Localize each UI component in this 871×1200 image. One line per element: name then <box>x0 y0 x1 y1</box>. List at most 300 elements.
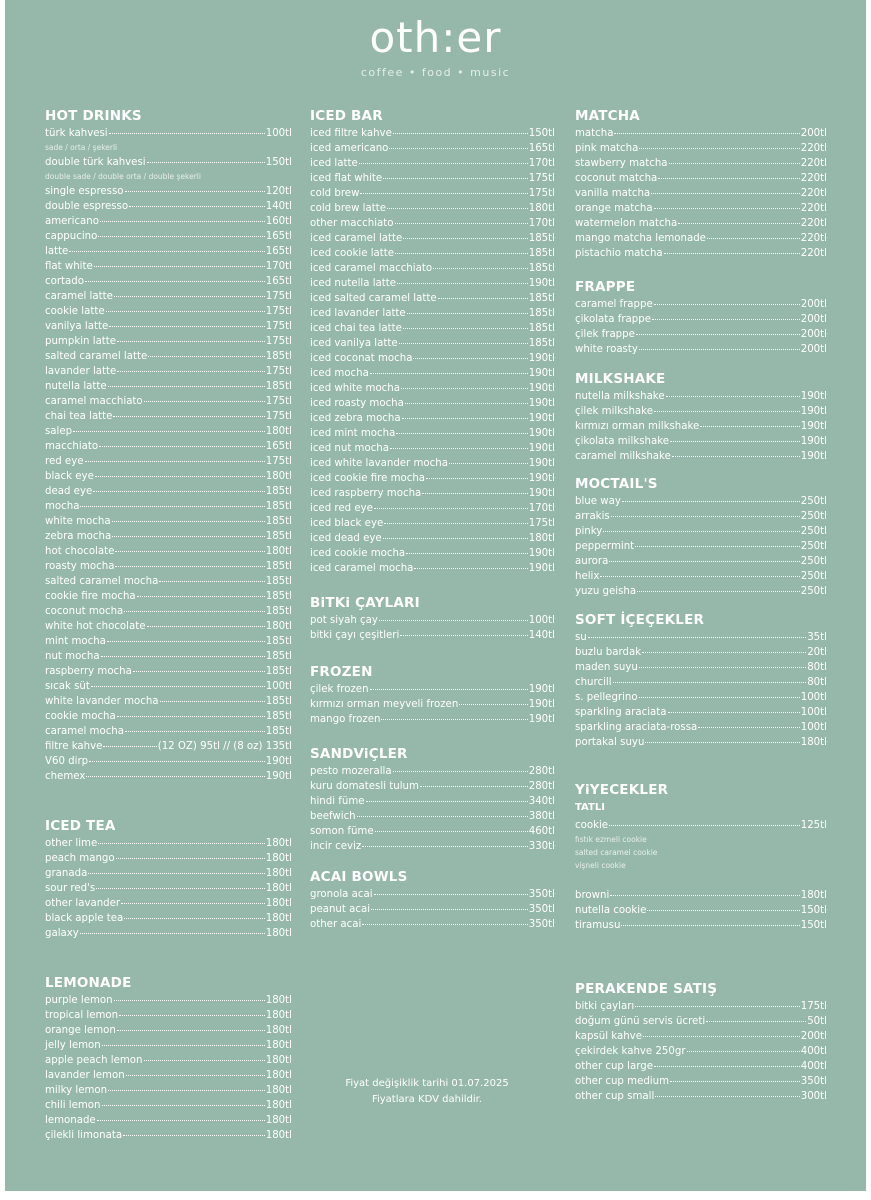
dot-leader <box>95 475 265 477</box>
item-name: other cup small <box>575 1091 655 1102</box>
item-name: watermelon matcha <box>575 218 678 229</box>
section-matcha <box>575 106 827 261</box>
dot-leader <box>109 325 264 327</box>
item-name: beefwich <box>310 811 356 822</box>
item-name: iced caramel mocha <box>310 563 414 574</box>
menu-item <box>575 1074 827 1089</box>
section-title: MILKSHAKE <box>575 371 666 387</box>
dot-leader <box>678 222 799 224</box>
dot-leader <box>670 1080 800 1082</box>
dot-leader <box>91 685 265 687</box>
dot-leader <box>635 1005 799 1007</box>
item-name: cookie latte <box>45 306 105 317</box>
item-price: 350tl <box>528 904 555 915</box>
menu-item <box>45 1098 292 1113</box>
dot-leader <box>613 681 807 683</box>
menu-item <box>310 794 555 809</box>
dot-leader <box>117 715 265 717</box>
dot-leader <box>639 348 800 350</box>
item-name: gronola acai <box>310 889 373 900</box>
item-name: nut mocha <box>45 651 100 662</box>
dot-leader <box>588 636 806 638</box>
dot-leader <box>405 402 528 404</box>
menu-item <box>45 1068 292 1083</box>
item-price: 180tl <box>265 471 292 482</box>
menu-item <box>45 634 292 649</box>
menu-item <box>310 561 555 576</box>
dot-leader <box>117 1029 265 1031</box>
item-price: 80tl <box>807 677 827 688</box>
item-price: 140tl <box>528 630 555 641</box>
menu-item <box>45 619 292 634</box>
menu-item <box>45 709 292 724</box>
menu-item <box>310 411 555 426</box>
menu-item <box>575 312 827 327</box>
section-title: ICED TEA <box>45 818 116 834</box>
menu-item <box>575 201 827 216</box>
dot-leader <box>379 619 528 621</box>
menu-item <box>575 720 827 735</box>
item-price: 170tl <box>528 218 555 229</box>
menu-item <box>310 261 555 276</box>
menu-item <box>45 664 292 679</box>
menu-item <box>310 321 555 336</box>
dot-leader <box>413 357 527 359</box>
dot-leader <box>400 634 527 636</box>
item-price: 180tl <box>265 913 292 924</box>
item-price: 180tl <box>265 995 292 1006</box>
item-name: orange lemon <box>45 1025 116 1036</box>
menu-item <box>575 705 827 720</box>
cookie-variant: fıstık ezmeli cookie <box>575 835 647 844</box>
menu-item <box>45 514 292 529</box>
item-price: 400tl <box>800 1046 827 1057</box>
menu-item <box>575 1089 827 1104</box>
dot-leader <box>85 280 265 282</box>
item-name: cookie mocha <box>45 711 116 722</box>
item-name: salted caramel mocha <box>45 576 159 587</box>
menu-item <box>310 531 555 546</box>
menu-item <box>45 1083 292 1098</box>
menu-item <box>575 735 827 750</box>
section-frozen <box>310 662 555 727</box>
section-title: MOCTAIL'S <box>575 476 658 492</box>
menu-item <box>45 769 292 784</box>
item-name: doğum günü servis ücreti <box>575 1016 706 1027</box>
item-name: coconut mocha <box>45 606 124 617</box>
dot-leader <box>639 696 800 698</box>
item-name: sour red's <box>45 883 96 894</box>
menu-item <box>45 649 292 664</box>
item-name: iced flat white <box>310 173 383 184</box>
dot-leader <box>124 917 264 919</box>
menu-item <box>45 409 292 424</box>
cookie-variant: salted caramel cookie <box>575 848 658 857</box>
item-price: 220tl <box>800 233 827 244</box>
section-title: MATCHA <box>575 108 640 124</box>
dot-leader <box>655 1095 799 1097</box>
item-name: kırmızı orman milkshake <box>575 421 700 432</box>
menu-item <box>310 902 555 917</box>
section-yiyecekler <box>575 780 827 933</box>
item-name: çilek frozen <box>310 684 369 695</box>
item-price: 120tl <box>265 186 292 197</box>
item-price: 165tl <box>265 246 292 257</box>
menu-item <box>45 604 292 619</box>
item-name: single espresso <box>45 186 124 197</box>
menu-item <box>45 229 292 244</box>
dot-leader <box>403 327 528 329</box>
item-price: 190tl <box>528 413 555 424</box>
item-name: iced roasty mocha <box>310 398 404 409</box>
item-price: 185tl <box>265 726 292 737</box>
item-name: iced mint mocha <box>310 428 396 439</box>
item-name: apple peach lemon <box>45 1055 143 1066</box>
menu-item <box>575 389 827 404</box>
dot-leader <box>396 432 527 434</box>
item-price: 175tl <box>265 411 292 422</box>
menu-item <box>575 449 827 464</box>
section-milkshake <box>575 369 827 464</box>
item-name: peanut acai <box>310 904 371 915</box>
dot-leader <box>403 237 527 239</box>
item-price: 100tl <box>528 615 555 626</box>
menu-item <box>310 306 555 321</box>
item-name: helix <box>575 571 600 582</box>
item-price: 180tl <box>265 426 292 437</box>
price-change-note <box>315 1076 539 1108</box>
menu-item <box>310 231 555 246</box>
dot-leader <box>670 440 800 442</box>
menu-item <box>575 1029 827 1044</box>
item-name: americano <box>45 216 99 227</box>
dot-leader <box>374 507 528 509</box>
item-name: filtre kahve <box>45 741 103 752</box>
dot-leader <box>393 770 528 772</box>
menu-item <box>45 319 292 334</box>
item-name: mocha <box>45 501 80 512</box>
menu-item <box>310 471 555 486</box>
item-price: 175tl <box>265 396 292 407</box>
dot-leader <box>359 162 528 164</box>
menu-item <box>575 509 827 524</box>
dot-leader <box>69 250 264 252</box>
item-price: 280tl <box>528 766 555 777</box>
menu-item <box>45 1053 292 1068</box>
menu-item <box>575 918 827 933</box>
dot-leader <box>100 220 265 222</box>
item-name: nutella milkshake <box>575 391 665 402</box>
item-price: 190tl <box>800 421 827 432</box>
menu-item <box>310 171 555 186</box>
dot-leader <box>383 537 528 539</box>
dot-leader <box>113 415 264 417</box>
item-name: cold brew <box>310 188 360 199</box>
item-name: vanilla matcha <box>575 188 651 199</box>
menu-item <box>310 426 555 441</box>
menu-item <box>45 259 292 274</box>
item-price: 175tl <box>265 291 292 302</box>
menu-item <box>310 276 555 291</box>
menu-item <box>45 851 292 866</box>
dot-leader <box>654 1065 800 1067</box>
menu-item <box>575 141 827 156</box>
item-price: 190tl <box>528 278 555 289</box>
item-price: 175tl <box>265 456 292 467</box>
item-name: other lime <box>45 838 98 849</box>
item-name: iced caramel latte <box>310 233 403 244</box>
menu-item <box>45 155 292 170</box>
item-price: 200tl <box>800 128 827 139</box>
menu-item <box>310 216 555 231</box>
item-price: 185tl <box>528 293 555 304</box>
item-price: 220tl <box>800 188 827 199</box>
menu-item <box>310 366 555 381</box>
item-name: somon füme <box>310 826 374 837</box>
dot-leader <box>362 923 527 925</box>
item-price: 250tl <box>800 586 827 597</box>
item-price: 190tl <box>528 383 555 394</box>
dot-leader <box>654 410 800 412</box>
item-price: 185tl <box>265 636 292 647</box>
item-price: 165tl <box>265 441 292 452</box>
menu-item <box>45 499 292 514</box>
menu-item <box>45 334 292 349</box>
item-name: double espresso <box>45 201 129 212</box>
item-name: kuru domatesli tulum <box>310 781 419 792</box>
item-name: peppermint <box>575 541 635 552</box>
dot-leader <box>700 425 799 427</box>
dot-leader <box>399 342 528 344</box>
menu-item <box>45 349 292 364</box>
menu-item <box>575 569 827 584</box>
item-name: iced red eye <box>310 503 373 514</box>
menu-item <box>575 888 827 903</box>
item-name: yuzu geisha <box>575 586 637 597</box>
item-name: peach mango <box>45 853 115 864</box>
item-name: white roasty <box>575 344 638 355</box>
dot-leader <box>459 703 527 705</box>
menu-item <box>310 486 555 501</box>
item-name: iced white mocha <box>310 383 400 394</box>
menu-item <box>45 274 292 289</box>
menu-item <box>45 1023 292 1038</box>
item-price: 350tl <box>800 1076 827 1087</box>
item-price: 185tl <box>528 263 555 274</box>
dot-leader <box>109 132 265 134</box>
dot-leader <box>642 651 806 653</box>
item-name: churcill <box>575 677 612 688</box>
item-name: coconut matcha <box>575 173 658 184</box>
dot-leader <box>116 857 265 859</box>
menu-item <box>310 141 555 156</box>
item-price: 190tl <box>800 436 827 447</box>
item-name: white hot chocolate <box>45 621 146 632</box>
menu-item <box>45 439 292 454</box>
dot-leader <box>643 1035 800 1037</box>
dot-leader <box>93 490 264 492</box>
dot-leader <box>639 666 806 668</box>
item-price: 200tl <box>800 299 827 310</box>
dot-leader <box>96 887 264 889</box>
menu-item <box>575 327 827 342</box>
item-name: kırmızı orman meyveli frozen <box>310 699 459 710</box>
dot-leader <box>426 477 528 479</box>
item-price: 250tl <box>800 541 827 552</box>
item-price: 185tl <box>265 531 292 542</box>
item-name: black eye <box>45 471 94 482</box>
item-name: su <box>575 632 587 643</box>
dot-leader <box>133 670 265 672</box>
item-name: cold brew latte <box>310 203 386 214</box>
menu-column-2 <box>310 106 555 932</box>
item-price: 185tl <box>265 501 292 512</box>
dot-leader <box>94 265 265 267</box>
dot-leader <box>119 1014 265 1016</box>
dot-leader <box>622 500 800 502</box>
menu-item <box>45 126 292 141</box>
menu-item <box>45 754 292 769</box>
menu-item <box>310 441 555 456</box>
item-name: other cup medium <box>575 1076 670 1087</box>
menu-item <box>310 839 555 854</box>
item-name: mango matcha lemonade <box>575 233 706 244</box>
item-name: milky lemon <box>45 1085 108 1096</box>
item-name: chemex <box>45 771 86 782</box>
item-name: caramel milkshake <box>575 451 671 462</box>
dot-leader <box>393 132 528 134</box>
section-title: ICED BAR <box>310 108 383 124</box>
section-iced-bar <box>310 106 555 576</box>
item-name: iced latte <box>310 158 358 169</box>
item-price: 170tl <box>265 261 292 272</box>
menu-item <box>310 156 555 171</box>
menu-item <box>575 675 827 690</box>
item-price: 200tl <box>800 329 827 340</box>
dot-leader <box>86 775 264 777</box>
item-price: 180tl <box>265 1115 292 1126</box>
menu-item <box>575 404 827 419</box>
item-name: other macchiato <box>310 218 394 229</box>
dot-leader <box>114 999 265 1001</box>
menu-item <box>310 628 555 643</box>
item-price: 20tl <box>807 647 827 658</box>
item-name: iced cookie latte <box>310 248 395 259</box>
dot-leader <box>147 161 265 163</box>
dot-leader <box>687 1050 800 1052</box>
dot-leader <box>125 190 265 192</box>
item-price: 280tl <box>528 781 555 792</box>
item-price: 380tl <box>528 811 555 822</box>
item-name: blue way <box>575 496 621 507</box>
dot-leader <box>102 1104 265 1106</box>
dot-leader <box>102 1044 265 1046</box>
dot-leader <box>160 700 265 702</box>
item-price: 250tl <box>800 556 827 567</box>
item-name: other acai <box>310 919 362 930</box>
dot-leader <box>407 312 528 314</box>
menu-item <box>575 434 827 449</box>
item-name: incir ceviz <box>310 841 362 852</box>
menu-item <box>575 645 827 660</box>
item-price: (12 OZ) 95tl // (8 oz) 135tl <box>157 741 292 752</box>
item-price: 220tl <box>800 158 827 169</box>
item-name: lemonade <box>45 1115 96 1126</box>
menu-item <box>45 911 292 926</box>
item-price: 250tl <box>800 571 827 582</box>
item-name: chili lemon <box>45 1100 101 1111</box>
item-name: iced coconat mocha <box>310 353 413 364</box>
item-price: 185tl <box>265 711 292 722</box>
dot-leader <box>114 295 265 297</box>
item-price: 170tl <box>528 503 555 514</box>
item-price: 185tl <box>528 248 555 259</box>
item-name: browni <box>575 890 610 901</box>
menu-item <box>575 171 827 186</box>
dot-leader <box>80 932 265 934</box>
section-title: ACAI BOWLS <box>310 869 408 885</box>
item-price: 190tl <box>528 458 555 469</box>
item-price: 185tl <box>265 561 292 572</box>
item-name: mint mocha <box>45 636 106 647</box>
item-price: 185tl <box>265 606 292 617</box>
dot-leader <box>370 688 528 690</box>
dot-leader <box>137 595 265 597</box>
dot-leader <box>609 560 799 562</box>
item-price: 180tl <box>265 1085 292 1096</box>
dot-leader <box>707 237 800 239</box>
item-price: 175tl <box>265 306 292 317</box>
item-price: 180tl <box>800 737 827 748</box>
item-name: white lavander mocha <box>45 696 159 707</box>
menu-item <box>310 682 555 697</box>
item-price: 180tl <box>528 203 555 214</box>
menu-item <box>575 903 827 918</box>
item-name: s. pellegrino <box>575 692 638 703</box>
dessert-list <box>575 888 827 933</box>
item-price: 180tl <box>265 546 292 557</box>
item-name: cappucino <box>45 231 98 242</box>
menu-item <box>45 304 292 319</box>
section-iced-tea <box>45 816 292 941</box>
dot-leader <box>112 535 265 537</box>
dot-leader <box>389 147 527 149</box>
dot-leader <box>666 395 800 397</box>
menu-item <box>310 351 555 366</box>
menu-column-1 <box>45 106 292 1143</box>
item-name: zebra mocha <box>45 531 112 542</box>
item-price: 190tl <box>800 391 827 402</box>
item-price: 190tl <box>528 353 555 364</box>
dot-leader <box>85 460 265 462</box>
item-name: nutella latte <box>45 381 107 392</box>
item-name: flat white <box>45 261 93 272</box>
item-price: 185tl <box>265 381 292 392</box>
menu-item <box>575 1059 827 1074</box>
item-price: 175tl <box>528 518 555 529</box>
dot-leader <box>148 355 265 357</box>
item-price: 140tl <box>265 201 292 212</box>
item-price: 220tl <box>800 203 827 214</box>
menu-item <box>575 231 827 246</box>
item-name: arrakis <box>575 511 610 522</box>
item-price: 190tl <box>528 398 555 409</box>
item-name: iced chai tea latte <box>310 323 402 334</box>
item-price: 180tl <box>265 868 292 879</box>
item-price: 150tl <box>528 128 555 139</box>
item-price: 180tl <box>800 890 827 901</box>
dot-leader <box>414 567 527 569</box>
